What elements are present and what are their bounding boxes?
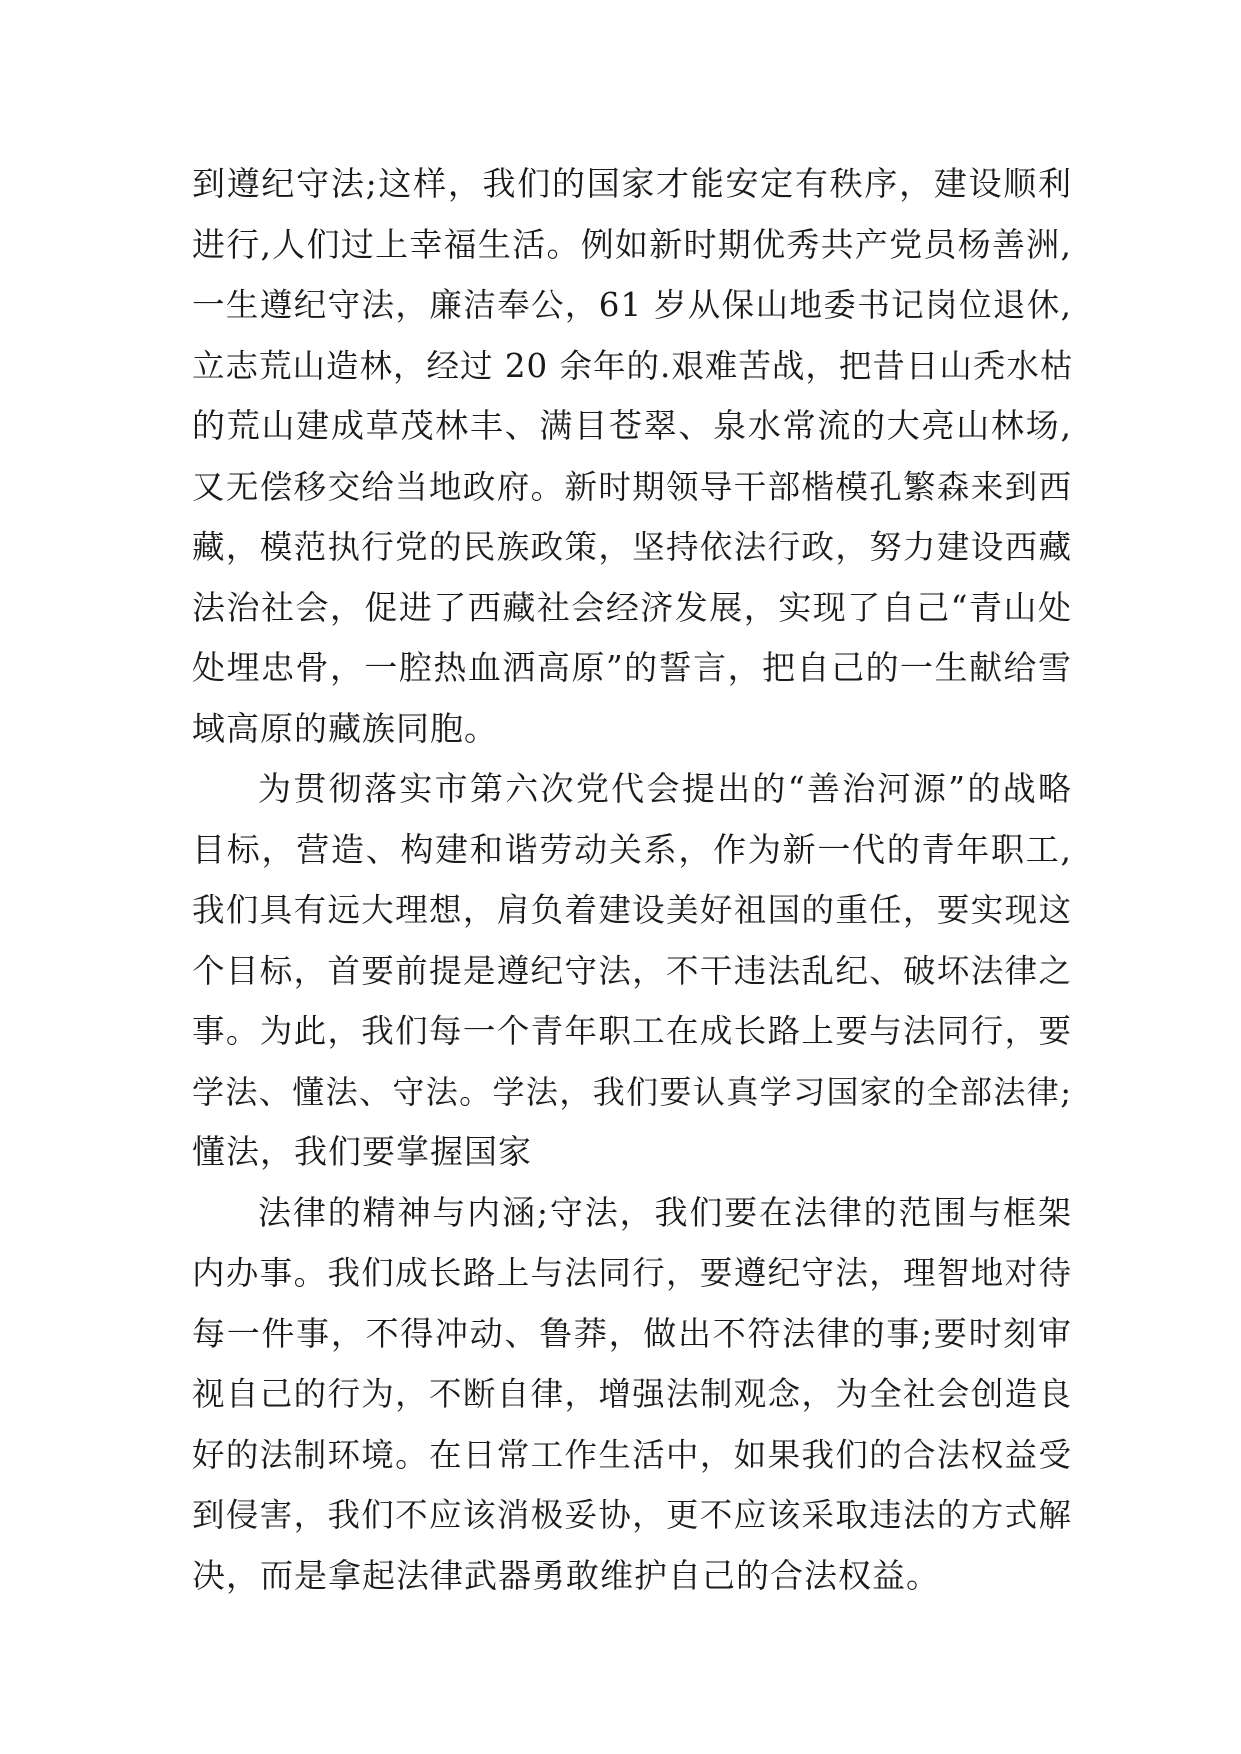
text-line: 法律的精神与内涵;守法，我们要在法律的范围与框架 (258, 1192, 1072, 1232)
text-line: 到侵害，我们不应该消极妥协，更不应该采取违法的方式解 (192, 1496, 1072, 1534)
text-line: 为贯彻落实市第六次党代会提出的“善治河源”的战略 (258, 769, 1072, 808)
text-line: 立志荒山造林，经过 20 余年的.艰难苦战，把昔日山秃水枯 (192, 346, 1074, 385)
text-line: 事。为此，我们每一个青年职工在成长路上要与法同行，要 (192, 1012, 1072, 1050)
text-line: 藏，模范执行党的民族政策，坚持依法行政，努力建设西藏 (192, 528, 1072, 566)
text-line: 学法、懂法、守法。学法，我们要认真学习国家的全部法律; (192, 1072, 1072, 1111)
text-line: 内办事。我们成长路上与法同行，要遵纪守法，理智地对待 (192, 1254, 1072, 1292)
text-line: 到遵纪守法;这样，我们的国家才能安定有秩序，建设顺利 (192, 164, 1072, 203)
body-text (192, 154, 1072, 1606)
text-line: 进行,人们过上幸福生活。例如新时期优秀共产党员杨善洲, (192, 224, 1072, 264)
text-line: 处埋忠骨，一腔热血洒高原”的誓言，把自己的一生献给雪 (192, 648, 1072, 687)
text-line: 目标，营造、构建和谐劳动关系，作为新一代的青年职工, (192, 829, 1072, 869)
text-line: 视自己的行为，不断自律，增强法制观念，为全社会创造良 (192, 1375, 1072, 1413)
text-line: 又无偿移交给当地政府。新时期领导干部楷模孔繁森来到西 (192, 467, 1072, 506)
text-line: 我们具有远大理想，肩负着建设美好祖国的重任，要实现这 (192, 891, 1072, 929)
text-line: 域高原的藏族同胞。 (192, 708, 498, 748)
text-line: 的荒山建成草茂林丰、满目苍翠、泉水常流的大亮山林场, (192, 406, 1072, 445)
text-line: 好的法制环境。在日常工作生活中，如果我们的合法权益受 (192, 1435, 1072, 1474)
text-line: 每一件事，不得冲动、鲁莽，做出不符法律的事;要时刻审 (192, 1313, 1072, 1353)
text-line: 法治社会，促进了西藏社会经济发展，实现了自己“青山处 (192, 587, 1072, 627)
text-line: 个目标，首要前提是遵纪守法，不干违法乱纪、破坏法律之 (192, 951, 1072, 990)
text-line: 一生遵纪守法，廉洁奉公，61 岁从保山地委书记岗位退休, (192, 286, 1072, 324)
text-line: 懂法，我们要掌握国家 (192, 1132, 532, 1171)
text-line: 决，而是拿起法律武器勇敢维护自己的合法权益。 (192, 1555, 940, 1595)
